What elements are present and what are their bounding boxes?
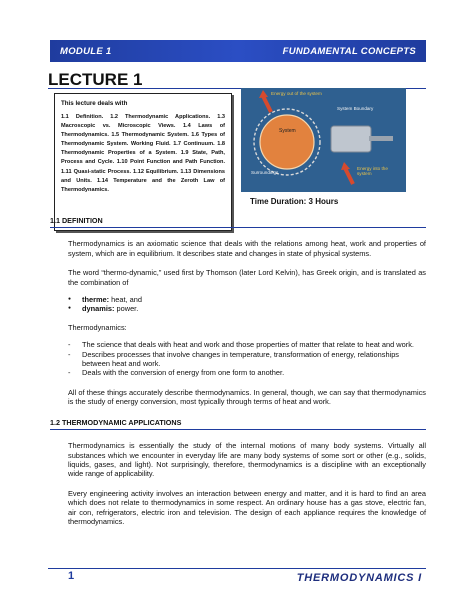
- system-label: System: [279, 128, 296, 134]
- module-banner: [50, 40, 426, 62]
- list-item: - The science that deals with heat and work and those properties of matter that relate to heat and work.: [68, 340, 426, 349]
- system-circle: [260, 115, 314, 169]
- energy-in-label: Energy into the system: [357, 166, 388, 176]
- energy-in-arrow: [345, 168, 353, 184]
- system-diagram-graphic: [241, 88, 406, 192]
- surroundings-label: Surroundings: [251, 170, 279, 175]
- thermodynamics-label: Thermodynamics:: [68, 322, 127, 332]
- overview-topics: 1.1 Definition. 1.2 Thermodynamic Applications. 1.3 Macroscopic vs. Microscopic Views. 1.4 Laws of Thermodynamics. 1.5 Thermodynamic System. 1.6 Types of Thermodynamic System. Working Fluid. 1.7 Continuum. 1.8 Thermodynamic Properties of a System. 1.9 State, Path, Process and Cycle. 1.10 Point Function and Path Function. 1.11 Quasi-static Process. 1.12 Equilibrium. 1.13 Dimensions and Units. 1.14 Temperature and the Zeroth Law of Thermodynamics.: [61, 114, 225, 193]
- footer-rule: [48, 568, 426, 569]
- module-topic: FUNDAMENTAL CONCEPTS: [282, 45, 416, 57]
- lecture-title: LECTURE 1: [48, 70, 143, 89]
- piston-cylinder: [331, 126, 371, 152]
- list-item: - Deals with the conversion of energy from one form to another.: [68, 368, 426, 377]
- thermodynamics-descriptions: [50, 340, 426, 378]
- page-number: 1: [68, 570, 75, 582]
- applications-paragraph-2: Every engineering activity involves an interaction between energy and matter, and it is hard to find an area which does not relate to thermodynamics in some respect. An ordinary house has a gas stove, electric fan, air con, refrigerators, electric iron and television. The design of each appliance requires the knowledge of thermodynamics.: [68, 488, 426, 526]
- main-content: [50, 216, 426, 526]
- greek-terms-list: [50, 295, 426, 314]
- overview-intro: This lecture deals with: [61, 100, 128, 107]
- section-rule: [50, 227, 426, 228]
- module-label: MODULE 1: [60, 45, 112, 57]
- section-rule: [50, 429, 426, 430]
- section-heading-definition: 1.1 DEFINITION: [50, 216, 103, 225]
- piston-rod: [369, 136, 393, 141]
- lecture-overview-box: [54, 93, 232, 231]
- origin-paragraph: The word “thermo-dynamic,” used first by Thomson (later Lord Kelvin), has Greek origin, and is translated as the combination of: [68, 268, 426, 287]
- system-diagram: [241, 88, 406, 192]
- footer-title: THERMODYNAMICS I: [296, 572, 422, 584]
- applications-paragraph-1: Thermodynamics is essentially the study of the internal motions of many body systems. Virtually all substances which we encounter in everyday life are many body systems of some sort or other (e.g., solids, liquids, gases, and light). Not surprisingly, therefore, thermodynamics is a discipline with an exceptionally wide range of applicability.: [68, 441, 426, 479]
- definition-paragraph: Thermodynamics is an axiomatic science that deals with the relations among heat, work and properties of system, which are in equilibrium. It describes state and changes in state of physical systems.: [68, 239, 426, 258]
- boundary-label: System Boundary: [337, 106, 374, 111]
- summary-paragraph: All of these things accurately describe thermodynamics. In general, though, we can say that thermodynamics is the study of energy conversion, most typically through terms of heat and work.: [68, 387, 426, 407]
- list-item: ● dynamis: power.: [68, 304, 426, 313]
- energy-out-label: Energy out of the system: [271, 91, 322, 96]
- section-heading-applications: 1.2 THERMODYNAMIC APPLICATIONS: [50, 417, 182, 427]
- list-item: ● therme: heat, and: [68, 295, 426, 304]
- list-item: - Describes processes that involve changes in temperature, transformation of energy, relationships between heat and work.: [68, 350, 426, 369]
- time-duration: Time Duration: 3 Hours: [250, 197, 339, 206]
- energy-out-arrow: [263, 96, 271, 112]
